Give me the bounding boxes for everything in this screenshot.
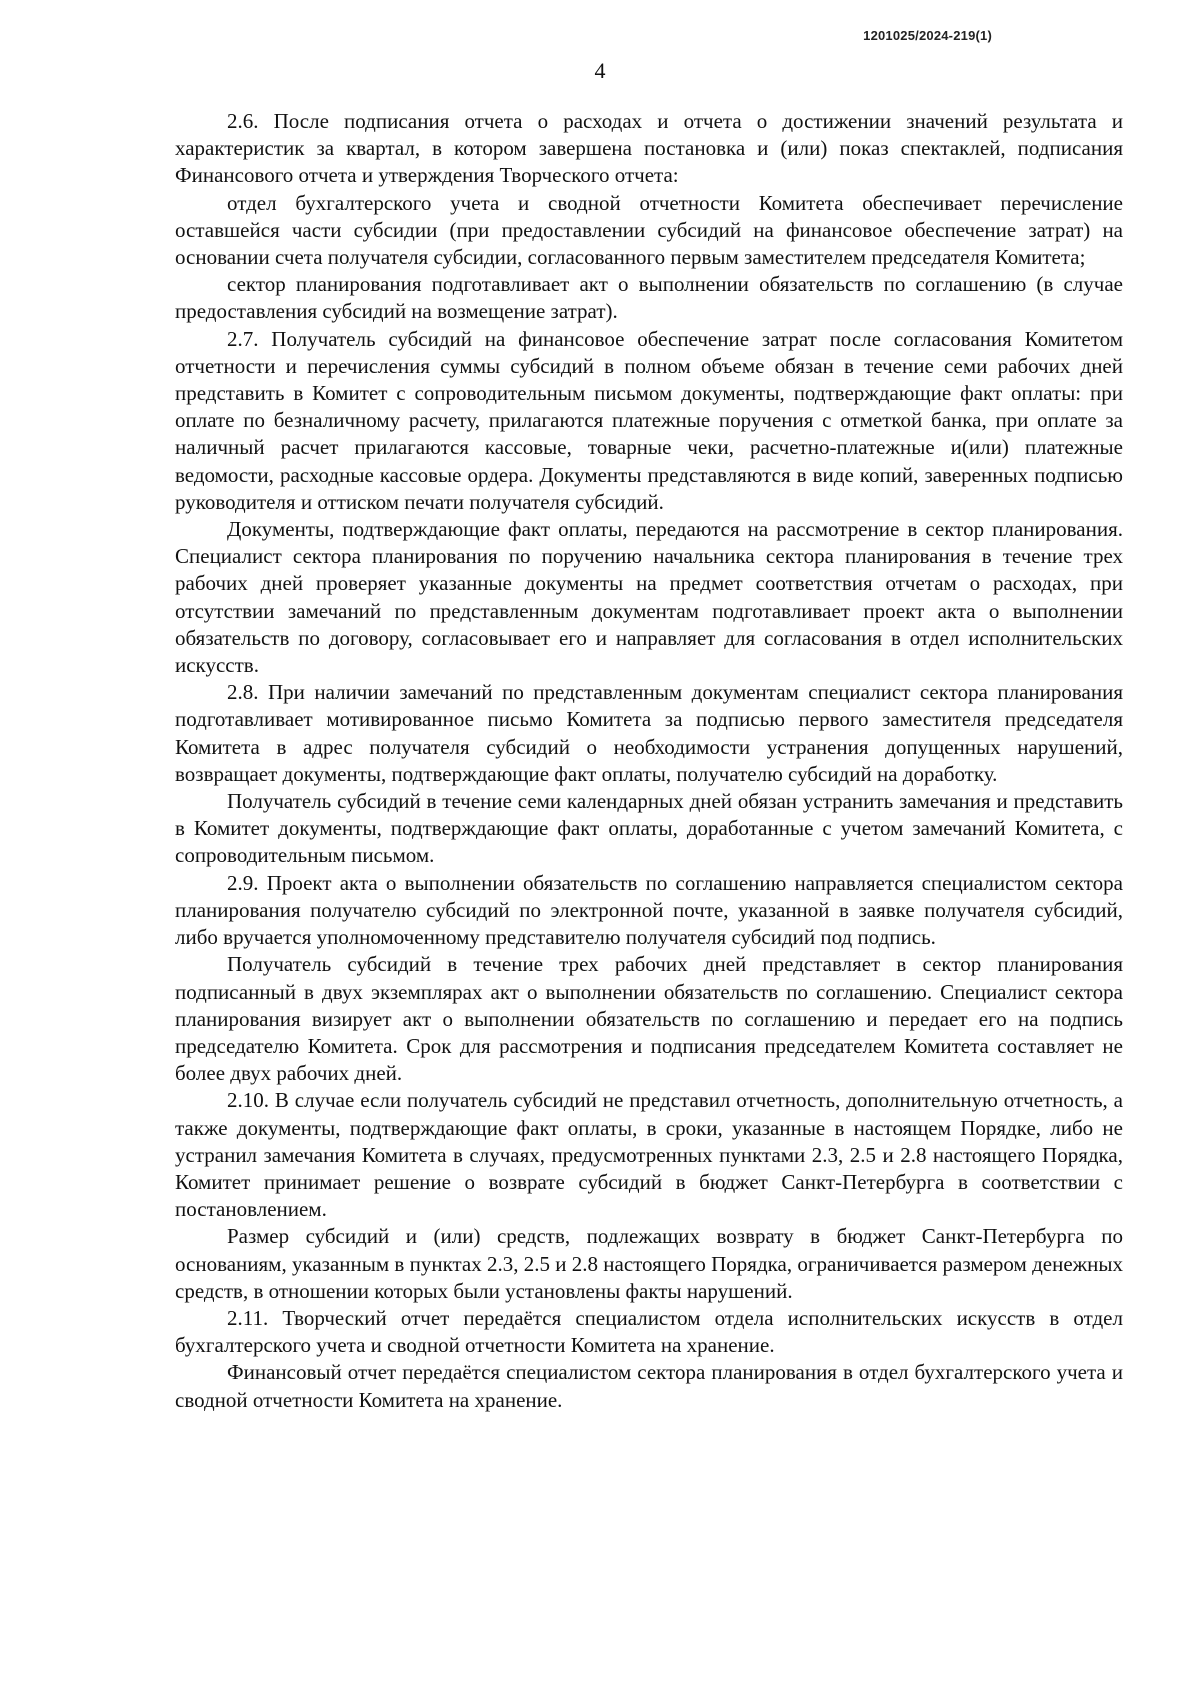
- document-body: [175, 108, 1123, 1414]
- paragraph-act-signing: Получатель субсидий в течение трех рабочих дней представляет в сектор планирования подписанный в двух экземплярах акт о выполнении обязательств по соглашению. Специалист сектора планирования визирует акт о выполнении обязательств по соглашению и передает его на подпись председателю Комитета. Срок для рассмотрения и подписания председателем Комитета составляет не более двух рабочих дней.: [175, 952, 1123, 1086]
- paragraph-financial-report: Финансовый отчет передаётся специалистом сектора планирования в отдел бухгалтерского учета и сводной отчетности Комитета на хранение.: [175, 1360, 1123, 1412]
- paragraph-2-7: 2.7. Получатель субсидий на финансовое обеспечение затрат после согласования Комитетом отчетности и перечисления суммы субсидий в полном объеме обязан в течение семи рабочих дней представить в Комитет с сопроводительным письмом документы, подтверждающие факт оплаты: при оплате по безналичному расчету, прилагаются платежные поручения с отметкой банка, при оплате за наличный расчет прилагаются кассовые, товарные чеки, расчетно-платежные и(или) платежные ведомости, расходные кассовые ордера. Документы представляются в виде копий, заверенных подписью руководителя и оттиском печати получателя субсидий.: [175, 326, 1123, 514]
- paragraph-2-10: 2.10. В случае если получатель субсидий не представил отчетность, дополнительную отчетность, а также документы, подтверждающие факт оплаты, в сроки, указанные в настоящем Порядке, либо не устранил замечания Комитета в случаях, предусмотренных пунктами 2.3, 2.5 и 2.8 настоящего Порядка, Комитет принимает решение о возврате субсидий в бюджет Санкт-Петербурга в соответствии с постановлением.: [175, 1088, 1123, 1222]
- paragraph-2-9: 2.9. Проект акта о выполнении обязательств по соглашению направляется специалистом сектора планирования получателю субсидий по электронной почте, указанной в заявке получателя субсидий, либо вручается уполномоченному представителю получателя субсидий под подпись.: [175, 870, 1123, 950]
- paragraph-refund-amount: Размер субсидий и (или) средств, подлежащих возврату в бюджет Санкт-Петербурга по основаниям, указанным в пунктах 2.3, 2.5 и 2.8 настоящего Порядка, ограничивается размером денежных средств, в отношении которых были установлены факты нарушений.: [175, 1224, 1123, 1303]
- paragraph-planning-act: сектор планирования подготавливает акт о выполнении обязательств по соглашению (в случае предоставления субсидий на возмещение затрат).: [175, 272, 1123, 324]
- paragraph-2-6: 2.6. После подписания отчета о расходах и отчета о достижении значений результата и характеристик за квартал, в котором завершена постановка и (или) показ спектаклей, подписания Финансового отчета и утверждения Творческого отчета:: [175, 109, 1123, 188]
- paragraph-accounting-transfer: отдел бухгалтерского учета и сводной отчетности Комитета обеспечивает перечисление оставшейся части субсидии (при предоставлении субсидий на финансовое обеспечение затрат) на основании счета получателя субсидии, согласованного первым заместителем председателя Комитета;: [175, 190, 1123, 270]
- paragraph-2-8: 2.8. При наличии замечаний по представленным документам специалист сектора планирования подготавливает мотивированное письмо Комитета за подписью первого заместителя председателя Комитета в адрес получателя субсидий о необходимости устранения допущенных нарушений, возвращает документы, подтверждающие факт оплаты, получателю субсидий на доработку.: [175, 680, 1123, 786]
- paragraph-2-11: 2.11. Творческий отчет передаётся специалистом отдела исполнительских искусств в отдел бухгалтерского учета и сводной отчетности Комитета на хранение.: [175, 1305, 1123, 1358]
- document-id: 1201025/2024-219(1): [863, 28, 992, 43]
- paragraph-remarks-fix: Получатель субсидий в течение семи календарных дней обязан устранить замечания и представить в Комитет документы, подтверждающие факт оплаты, доработанные с учетом замечаний Комитета, с сопроводительным письмом.: [175, 789, 1123, 868]
- page-number: 4: [594, 58, 606, 83]
- paragraph-payment-documents: Документы, подтверждающие факт оплаты, передаются на рассмотрение в сектор планирования. Специалист сектора планирования по поручению начальника сектора планирования в течение трех рабочих дней проверяет указанные документы на предмет соответствия отчетам о расходах, при отсутствии замечаний по представленным документам подготавливает проект акта о выполнении обязательств по договору, согласовывает его и направляет для согласования в отдел исполнительских искусств.: [175, 517, 1123, 678]
